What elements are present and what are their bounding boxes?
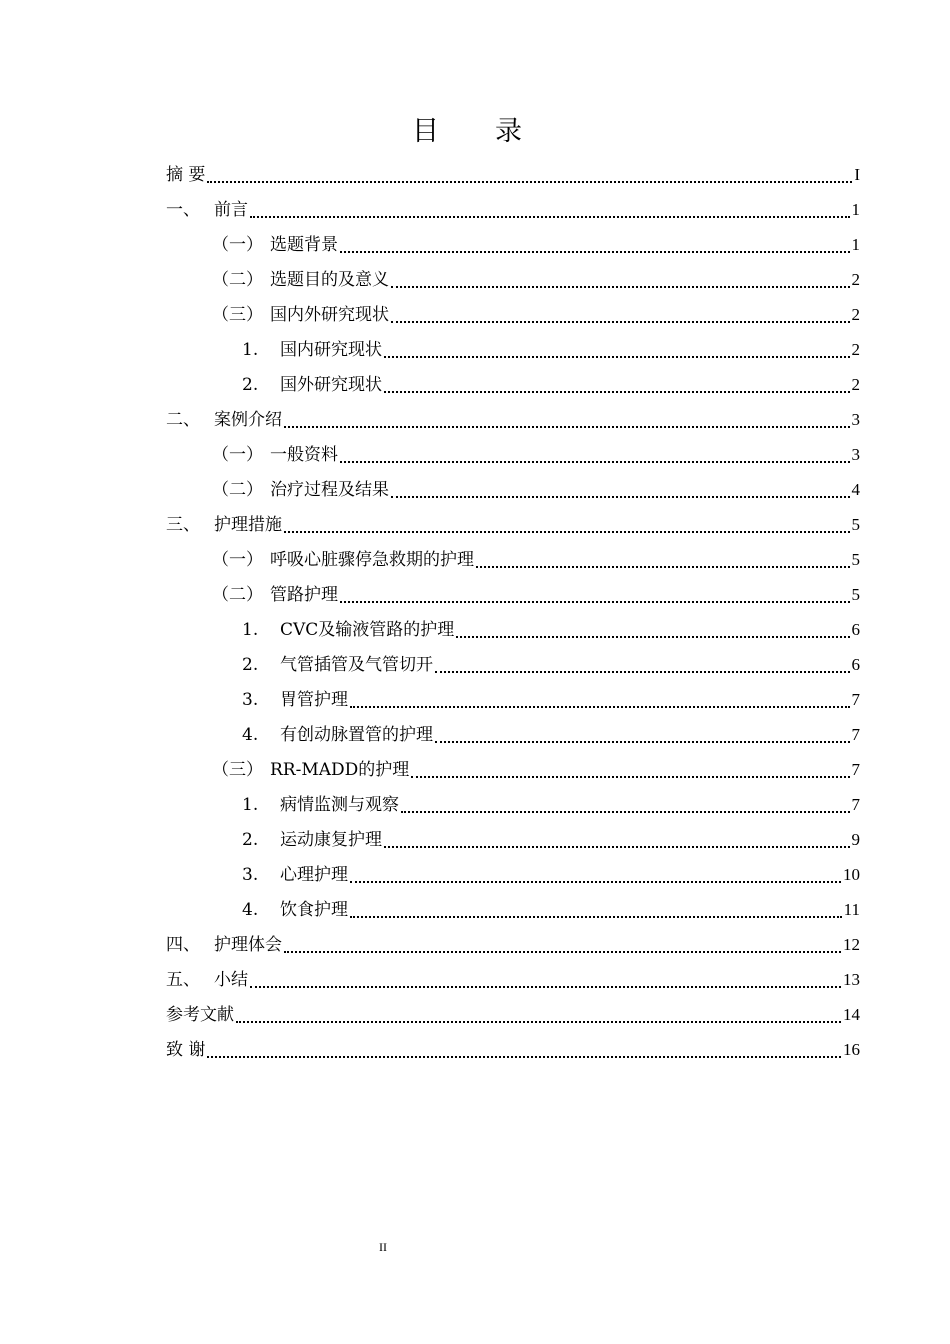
toc-entry-number: 二、 [166, 409, 200, 430]
toc-entry-page: 1 [851, 234, 860, 254]
toc-entry-title: 致 谢 [166, 1039, 206, 1060]
toc-entry-number: 四、 [166, 934, 200, 955]
toc-dot-leader [207, 1046, 841, 1058]
toc-entry[interactable] [166, 192, 860, 227]
toc-entry[interactable] [166, 367, 860, 402]
toc-entry-page: 13 [843, 969, 860, 989]
toc-entry-number: 2. [242, 374, 259, 395]
toc-entry-number: 一、 [166, 199, 200, 220]
toc-entry-number: （三） [212, 304, 263, 325]
toc-entry[interactable] [166, 402, 860, 437]
toc-entry-title: 国内研究现状 [280, 339, 382, 360]
toc-entry-number: 2. [242, 654, 259, 675]
toc-entry[interactable] [166, 997, 860, 1032]
toc-entry-page: 5 [851, 514, 860, 534]
page-title: 目录 [412, 116, 578, 147]
toc-dot-leader [250, 976, 841, 988]
toc-entry-number: 五、 [166, 969, 200, 990]
toc-entry-number: 2. [242, 829, 259, 850]
toc-entry-number: （二） [212, 479, 263, 500]
toc-entry-page: 5 [851, 584, 860, 604]
toc-entry-page: 7 [851, 689, 860, 709]
toc-entry-title: 小结 [214, 969, 248, 990]
toc-entry-title: 运动康复护理 [280, 829, 382, 850]
toc-entry[interactable] [166, 227, 860, 262]
toc-entry-page: 6 [851, 654, 860, 674]
page-number: II [379, 1240, 387, 1254]
toc-entry-number: （一） [212, 444, 263, 465]
toc-entry-page: 2 [851, 304, 860, 324]
toc-entry-page: 2 [851, 269, 860, 289]
toc-entry[interactable] [166, 857, 860, 892]
toc-entry-page: 2 [851, 339, 860, 359]
toc-entry[interactable] [166, 612, 860, 647]
toc-dot-leader [384, 346, 850, 358]
toc-entry[interactable] [166, 822, 860, 857]
toc-entry-title: 气管插管及气管切开 [280, 654, 433, 675]
toc-entry[interactable] [166, 717, 860, 752]
toc-entry[interactable] [166, 542, 860, 577]
toc-entry-title: 治疗过程及结果 [270, 479, 389, 500]
toc-dot-leader [411, 766, 849, 778]
toc-dot-leader [401, 801, 850, 813]
toc-entry-title: 参考文献 [166, 1004, 234, 1025]
toc-entry[interactable] [166, 472, 860, 507]
toc-entry-number: 三、 [166, 514, 200, 535]
toc-entry-title: 有创动脉置管的护理 [280, 724, 433, 745]
toc-entry-title: 饮食护理 [280, 899, 348, 920]
toc-entry-page: 4 [851, 479, 860, 499]
toc-entry[interactable] [166, 752, 860, 787]
toc-entry-page: 3 [851, 409, 860, 429]
toc-entry-title: 病情监测与观察 [280, 794, 399, 815]
toc-entry[interactable] [166, 262, 860, 297]
toc-entry-page: 12 [843, 934, 860, 954]
toc-entry-number: （三） [212, 759, 263, 780]
toc-entry-page: 3 [851, 444, 860, 464]
toc-entry-number: 1. [242, 339, 259, 360]
toc-entry-number: 3. [242, 689, 259, 710]
toc-dot-leader [435, 661, 850, 673]
toc-entry[interactable] [166, 892, 860, 927]
toc-entry-page: I [854, 164, 860, 184]
toc-entry-page: 7 [851, 724, 860, 744]
toc-entry-title: 前言 [214, 199, 248, 220]
toc-entry-page: 2 [851, 374, 860, 394]
toc-entry-page: 16 [843, 1039, 860, 1059]
toc-dot-leader [236, 1011, 841, 1023]
toc-dot-leader [340, 591, 850, 603]
toc-entry-title: 选题目的及意义 [270, 269, 389, 290]
toc-entry[interactable] [166, 297, 860, 332]
table-of-contents [166, 157, 860, 1067]
toc-entry-title: 心理护理 [280, 864, 348, 885]
toc-dot-leader [391, 311, 850, 323]
toc-entry-page: 11 [843, 899, 860, 919]
toc-dot-leader [384, 381, 850, 393]
toc-entry-title: 一般资料 [270, 444, 338, 465]
toc-dot-leader [284, 416, 850, 428]
toc-entry-number: （二） [212, 584, 263, 605]
toc-entry[interactable] [166, 787, 860, 822]
toc-entry[interactable] [166, 682, 860, 717]
toc-entry-page: 5 [851, 549, 860, 569]
toc-entry-number: 3. [242, 864, 259, 885]
toc-entry-page: 10 [843, 864, 860, 884]
toc-entry-number: （一） [212, 549, 263, 570]
toc-dot-leader [384, 836, 850, 848]
toc-entry-title: 护理措施 [214, 514, 282, 535]
toc-entry-number: 4. [242, 899, 259, 920]
toc-dot-leader [284, 521, 850, 533]
toc-dot-leader [350, 871, 841, 883]
toc-entry-number: 1. [242, 619, 259, 640]
toc-entry[interactable] [166, 577, 860, 612]
toc-dot-leader [350, 906, 842, 918]
toc-entry-number: 4. [242, 724, 259, 745]
toc-entry-page: 14 [843, 1004, 860, 1024]
toc-entry[interactable] [166, 1032, 860, 1067]
toc-entry-page: 7 [851, 794, 860, 814]
toc-dot-leader [391, 276, 850, 288]
toc-dot-leader [456, 626, 849, 638]
toc-entry-page: 1 [851, 199, 860, 219]
toc-entry-title: 胃管护理 [280, 689, 348, 710]
toc-entry-title: 国内外研究现状 [270, 304, 389, 325]
toc-entry[interactable] [166, 332, 860, 367]
toc-entry-title: 摘 要 [166, 164, 206, 185]
toc-dot-leader [340, 451, 850, 463]
toc-entry-title: CVC及输液管路的护理 [280, 619, 455, 640]
toc-dot-leader [435, 731, 850, 743]
toc-dot-leader [476, 556, 850, 568]
toc-dot-leader [284, 941, 841, 953]
toc-entry-title: 案例介绍 [214, 409, 282, 430]
toc-entry[interactable] [166, 507, 860, 542]
toc-dot-leader [391, 486, 850, 498]
toc-entry-title: 国外研究现状 [280, 374, 382, 395]
toc-entry-page: 7 [851, 759, 860, 779]
toc-entry[interactable] [166, 927, 860, 962]
toc-entry-title: 呼吸心脏骤停急救期的护理 [270, 549, 474, 570]
toc-entry-title: 选题背景 [270, 234, 338, 255]
toc-entry[interactable] [166, 437, 860, 472]
toc-entry-title: RR-MADD的护理 [270, 759, 410, 780]
toc-entry-number: 1. [242, 794, 259, 815]
toc-entry[interactable] [166, 647, 860, 682]
toc-entry[interactable] [166, 962, 860, 997]
toc-entry-page: 6 [851, 619, 860, 639]
toc-dot-leader [340, 241, 850, 253]
toc-dot-leader [207, 171, 852, 183]
toc-entry-number: （一） [212, 234, 263, 255]
toc-entry-page: 9 [851, 829, 860, 849]
toc-entry-number: （二） [212, 269, 263, 290]
toc-dot-leader [350, 696, 850, 708]
toc-entry[interactable] [166, 157, 860, 192]
toc-entry-title: 管路护理 [270, 584, 338, 605]
toc-dot-leader [250, 206, 850, 218]
toc-entry-title: 护理体会 [214, 934, 282, 955]
